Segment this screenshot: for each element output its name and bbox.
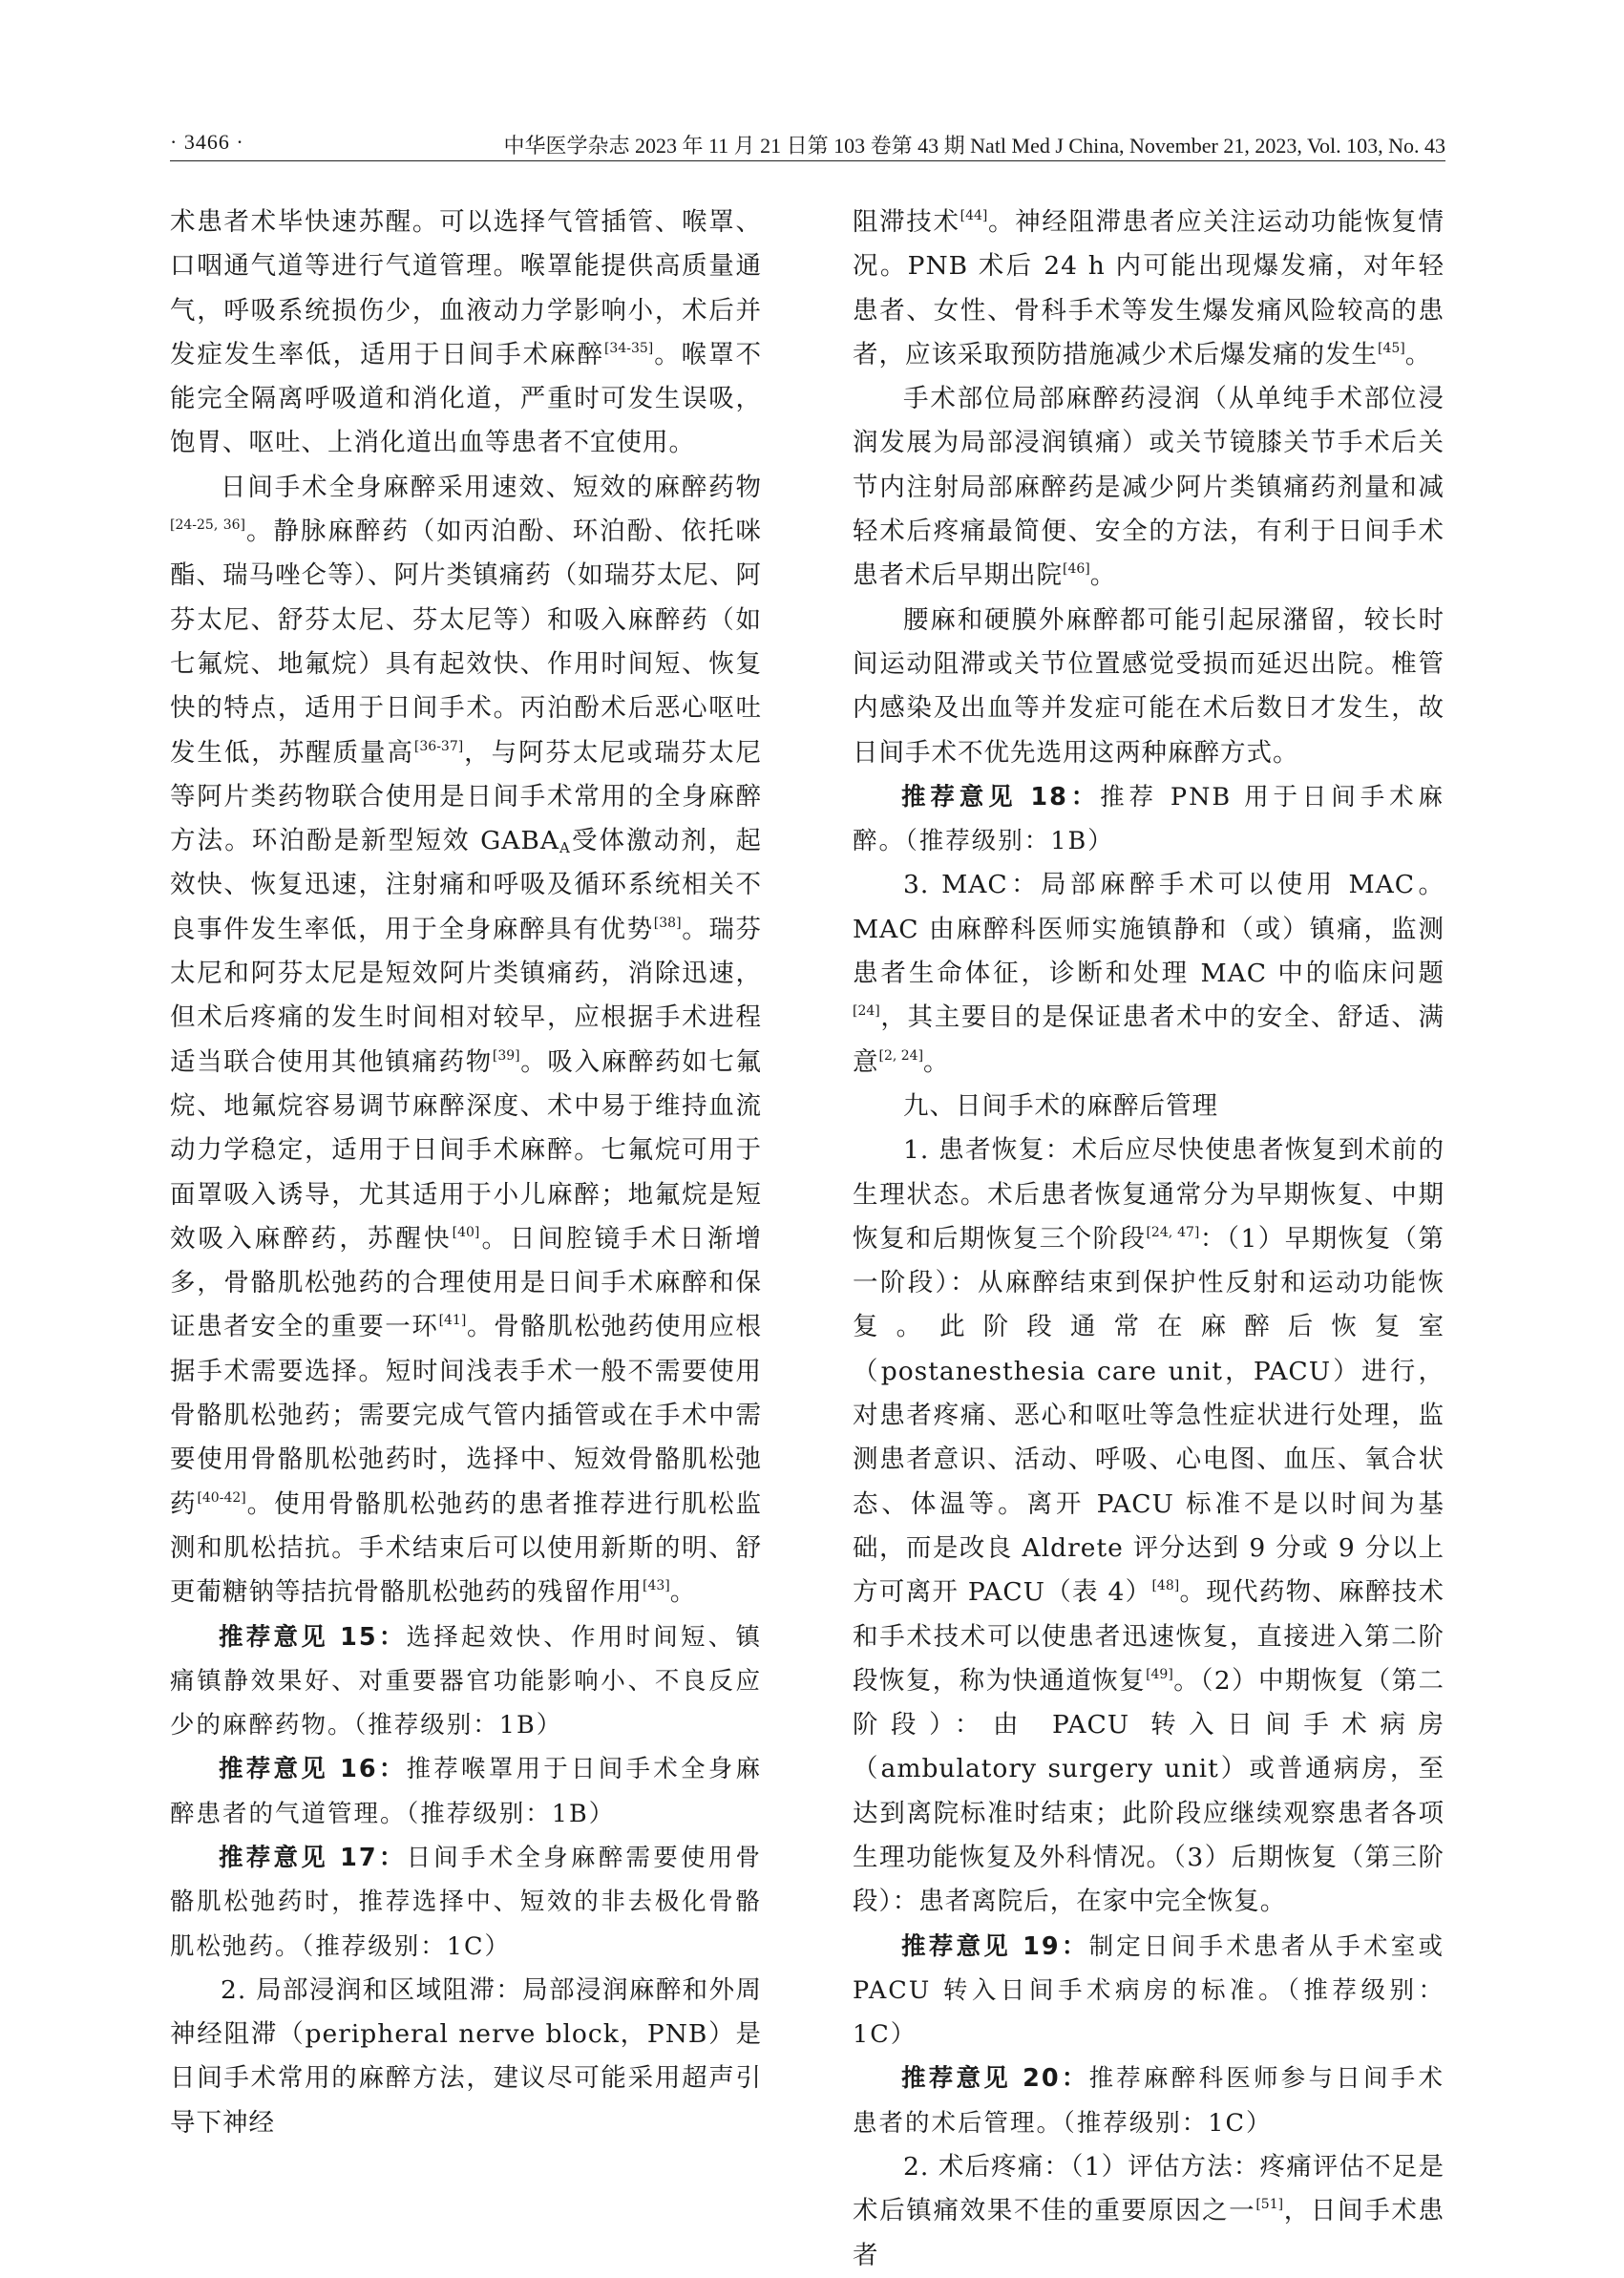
recommendation-20: 推荐意见 20：推荐麻醉科医师参与日间手术患者的术后管理。（推荐级别：1C） xyxy=(853,2064,1445,2138)
citation: [43] xyxy=(643,1578,670,1594)
citation: [49] xyxy=(1146,1666,1173,1682)
citation: [38] xyxy=(653,915,682,931)
paragraph-spinal-epidural: 腰麻和硬膜外麻醉都可能引起尿潴留，较长时间运动阻滞或关节位置感觉受损而延迟出院。椎管内感染及出血等并发症可能在术后数日才发生，故日间手术不优先选用这两种麻醉方式。 xyxy=(853,604,1445,768)
citation: [24-25, 36] xyxy=(170,517,245,534)
paragraph-airway: 术患者术毕快速苏醒。可以选择气管插管、喉罩、口咽通气道等进行气道管理。喉罩能提供高质量通气，呼吸系统损伤少，血液动力学影响小，术后并发症发生率低，适用于日间手术麻醉[34-35]。喉罩不能完全隔离呼吸道和消化道，严重时可发生误吸，饱胃、呕吐、上消化道出血等患者不宜使用。 xyxy=(170,207,763,458)
recommendation-16: 推荐意见 16：推荐喉罩用于日间手术全身麻醉患者的气道管理。（推荐级别：1B） xyxy=(170,1755,762,1828)
citation: [45] xyxy=(1378,340,1405,356)
paragraph-general-anesthesia: 日间手术全身麻醉采用速效、短效的麻醉药物[24-25, 36]。静脉麻醉药（如丙泊酚、环泊酚、依托咪酯、瑞马唑仑等）、阿片类镇痛药（如瑞芬太尼、阿芬太尼、舒芬太尼、芬太尼等）和吸入麻醉药（如七氟烷、地氟烷）具有起效快、作用时间短、恢复快的特点，适用于日间手术。丙泊酚术后恶心呕吐发生低，苏醒质量高[36-37]，与阿芬太尼或瑞芬太尼等阿片类药物联合使用是日间手术常用的全身麻醉方法。环泊酚是新型短效 $GABA_A$受体激动剂，起效快、恢复迅速，注射痛和呼吸及循环系统相关不良事件发生率低，用于全身麻醉具有优势[38]。瑞芬太尼和阿芬太尼是短效阿片类镇痛药，消除迅速，但术后疼痛的发生时间相对较早，应根据手术进程适当联合使用其他镇痛药物[39]。吸入麻醉药如七氟烷、地氟烷容易调节麻醉深度、术中易于维持血流动力学稳定，适用于日间手术麻醉。七氟烷可用于面罩吸入诱导，尤其适用于小儿麻醉；地氟烷是短效吸入麻醉药，苏醒快[40]。日间腔镜手术日渐增多，骨骼肌松弛药的合理使用是日间手术麻醉和保证患者安全的重要一环[41]。骨骼肌松弛药使用应根据手术需要选择。短时间浅表手术一般不需要使用骨骼肌松弛药；需要完成气管内插管或在手术中需要使用骨骼肌松弛药时，选择中、短效骨骼肌松弛药[40-42]。使用骨骼肌松弛药的患者推荐进行肌松监测和肌松拮抗。手术结束后可以使用新斯的明、舒更葡糖钠等拮抗骨骼肌松弛药的残留作用[43]。 xyxy=(170,472,763,1608)
citation: [24] xyxy=(853,1003,880,1020)
recommendation-17: 推荐意见 17：日间手术全身麻醉需要使用骨骼肌松弛药时，推荐选择中、短效的非去极化骨骼肌松弛药。（推荐级别：1C） xyxy=(170,1843,762,1961)
recommendation-18: 推荐意见 18：推荐 PNB 用于日间手术麻醉。（推荐级别：1B） xyxy=(853,782,1445,856)
paragraph-postop-pain: 2. 术后疼痛：（1）评估方法：疼痛评估不足是术后镇痛效果不佳的重要原因之一[51]，日间手术患者 xyxy=(853,2152,1445,2270)
right-column xyxy=(853,200,1445,2278)
running-header xyxy=(170,124,1445,158)
journal-citation: 中华医学杂志 2023 年 11 月 21 日第 103 卷第 43 期 Natl Med J China, November 21, 2023, Vol. 103, No. 43 xyxy=(503,134,1445,158)
citation: [44] xyxy=(960,208,988,223)
recommendation-15: 推荐意见 15：选择起效快、作用时间短、镇痛镇静效果好、对重要器官功能影响小、不良反应少的麻醉药物。（推荐级别：1B） xyxy=(170,1622,762,1740)
recommendation-19: 推荐意见 19：制定日间手术患者从手术室或 PACU 转入日间手术病房的标准。（推荐级别：1C） xyxy=(853,1931,1445,2050)
citation: [24, 47] xyxy=(1146,1224,1200,1240)
citation: [40] xyxy=(452,1224,480,1240)
header-rule xyxy=(170,160,1445,161)
paragraph-regional-block: 2. 局部浸润和区域阻滞：局部浸润麻醉和外周神经阻滞（peripheral nerve block，PNB）是日间手术常用的麻醉方法，建议尽可能采用超声引导下神经 xyxy=(170,1974,762,2138)
citation: [34-35] xyxy=(603,340,654,356)
paragraph-recovery: 1. 患者恢复：术后应尽快使患者恢复到术前的生理状态。术后患者恢复通常分为早期恢复、中期恢复和后期恢复三个阶段[24, 47]：（1）早期恢复（第一阶段）：从麻醉结束到保护性反射和运动功能恢复。此阶段通常在麻醉后恢复室（postanesthesia care unit，PACU）进行，对患者疼痛、恶心和呕吐等急性症状进行处理，监测患者意识、活动、呼吸、心电图、血压、氧合状态、体温等。离开 PACU 标准不是以时间为基础，而是改良 Aldrete 评分达到 9 分或 9 分以上方可离开 PACU（表 4）[48]。现代药物、麻醉技术和手术技术可以使患者迅速恢复，直接进入第二阶段恢复，称为快通道恢复[49]。（2）中期恢复（第二阶段）：由 PACU 转入日间手术病房（ambulatory surgery unit）或普通病房，至达到离院标准时结束；此阶段应继续观察患者各项生理功能恢复及外科情况。（3）后期恢复（第三阶段）：患者离院后，在家中完全恢复。 xyxy=(853,1135,1445,1917)
citation: [36-37] xyxy=(413,738,464,754)
paragraph-mac: 3. MAC：局部麻醉手术可以使用 MAC。MAC 由麻醉科医师实施镇静和（或）镇痛，监测患者生命体征，诊断和处理 MAC 中的临床问题[24]，其主要目的是保证患者术中的安全、舒适、满意[2, 24]。 xyxy=(853,870,1445,1077)
paragraph-local-infiltration: 手术部位局部麻醉药浸润（从单纯手术部位浸润发展为局部浸润镇痛）或关节镜膝关节手术后关节内注射局部麻醉药是减少阿片类镇痛药剂量和减轻术后疼痛最简便、安全的方法，有利于日间手术患者术后早期出院[46]。 xyxy=(853,384,1445,591)
citation: [46] xyxy=(1063,561,1090,578)
citation: [39] xyxy=(492,1047,520,1064)
left-column xyxy=(170,200,762,2145)
citation: [2, 24] xyxy=(878,1047,924,1064)
citation: [51] xyxy=(1255,2197,1284,2213)
paragraph-nerve-block: 阻滞技术[44]。神经阻滞患者应关注运动功能恢复情况。PNB 术后 24 h 内可能出现爆发痛，对年轻患者、女性、骨科手术等发生爆发痛风险较高的患者，应该采取预防措施减少术后爆发痛的发生[45]。 xyxy=(853,207,1445,369)
page-number: · 3466 · xyxy=(170,130,244,154)
citation: [40-42] xyxy=(197,1489,246,1506)
citation: [48] xyxy=(1151,1578,1180,1594)
subscript: A xyxy=(559,839,571,857)
citation: [41] xyxy=(438,1313,467,1329)
section-heading-9: 九、日间手术的麻醉后管理 xyxy=(903,1090,1218,1121)
